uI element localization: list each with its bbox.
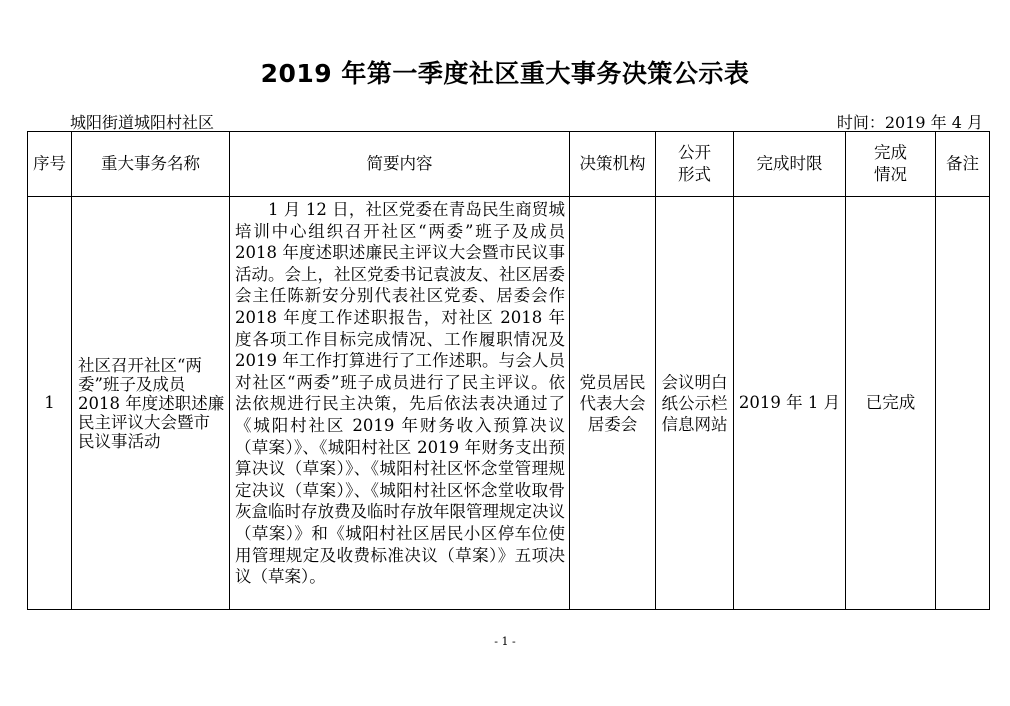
row-disclosure-form: 会议明白纸公示栏信息网站 — [656, 197, 734, 610]
document-date: 时间：2019 年 4 月 — [836, 113, 983, 132]
page-number: - 1 - — [494, 635, 516, 648]
header-name: 重大事务名称 — [72, 132, 230, 197]
row-no: 1 — [28, 197, 72, 610]
header-decision-body: 决策机构 — [570, 132, 656, 197]
row-deadline: 2019 年 1 月 — [734, 197, 846, 610]
decision-table — [27, 131, 990, 610]
header-content: 简要内容 — [230, 132, 570, 197]
row-status: 已完成 — [846, 197, 936, 610]
row-decision-body: 党员居民代表大会居委会 — [570, 197, 656, 610]
header-remarks: 备注 — [936, 132, 990, 197]
table-header-row — [28, 132, 990, 197]
table-row — [28, 197, 990, 610]
header-disclosure-form: 公开形式 — [656, 132, 734, 197]
document-title: 2019 年第一季度社区重大事务决策公示表 — [260, 59, 750, 88]
row-name: 社区召开社区“两委”班子及成员 2018 年度述职述廉民主评议大会暨市民议事活动 — [72, 197, 230, 610]
row-remarks — [936, 197, 990, 610]
header-status: 完成情况 — [846, 132, 936, 197]
header-no: 序号 — [28, 132, 72, 197]
organization-name: 城阳街道城阳村社区 — [70, 113, 215, 132]
row-content: 1 月 12 日，社区党委在青岛民生商贸城培训中心组织召开社区“两委”班子及成员 2018 年度述职述廉民主评议大会暨市民议事活动。会上，社区党委书记袁波友、社区居委会主任陈新安分别代表社区党委、居委会作 2018 年度工作述职报告，对社区 2018 年度各项工作目标完成情况、工作履职情况及 2019 年工作打算进行了工作述职。与会人员对社区“两委”班子成员进行了民主评议。依法依规进行民主决策，先后依法表决通过了《城阳村社区 2019 年财务收入预算决议（草案）》、《城阳村社区 2019 年财务支出预算决议（草案）》、《城阳村社区怀念堂管理规定决议（草案）》、《城阳村社区怀念堂收取骨灰盒临时存放费及临时存放年限管理规定决议（草案）》和《城阳村社区居民小区停车位使用管理规定及收费标准决议（草案）》五项决议（草案）。 — [230, 197, 570, 610]
header-deadline: 完成时限 — [734, 132, 846, 197]
